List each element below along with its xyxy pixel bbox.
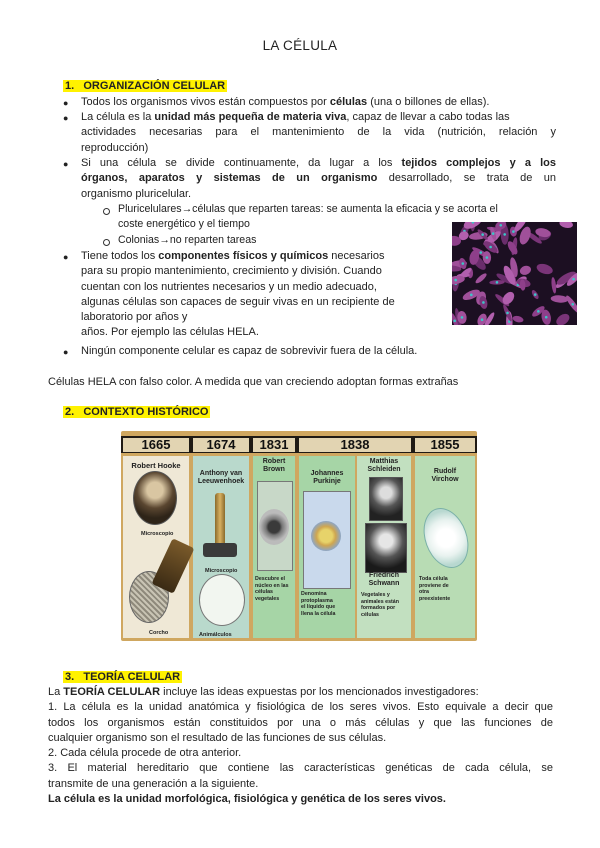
schwann-description: Vegetales y animales están formados por células [361, 592, 399, 618]
section-heading-teoria: 3. TEORÍA CELULAR [65, 671, 181, 683]
hela-nucleus [489, 246, 492, 249]
section-heading-contexto: 2. CONTEXTO HISTÓRICO [65, 406, 209, 418]
year-1855: 1855 [415, 438, 475, 452]
purkinje-description: Denomina protoplasma el líquido que llena la célula [301, 591, 336, 617]
schwann-portrait [365, 523, 407, 573]
bullet-text-5: Ningún componente celular es capaz de sobrevivir fuera de la célula. [81, 345, 418, 357]
schleiden-portrait [369, 477, 403, 521]
hela-nucleus [537, 310, 540, 313]
label-microscopio-2: Microscopio [205, 568, 238, 574]
page-title: LA CÉLULA [262, 38, 338, 53]
label-animalculos: Animálculos [199, 632, 232, 638]
hela-cells-image [452, 222, 577, 325]
hela-cell [551, 277, 557, 294]
person-schwann: Friedrich Schwann [368, 572, 400, 587]
person-leeuwenhoek: Anthony van Leeuwenhoek [197, 470, 245, 485]
year-1838: 1838 [299, 438, 411, 452]
sub-bullet [103, 208, 110, 215]
bullet-text-1: Todos los organismos vivos están compuestos por células (una o billones de ellas). [81, 96, 490, 108]
bullet: ● [63, 159, 69, 169]
hela-nucleus [461, 262, 464, 265]
year-1665: 1665 [123, 438, 189, 452]
person-brown: Robert Brown [262, 458, 286, 473]
microscope-base [203, 543, 237, 557]
year-1831: 1831 [253, 438, 295, 452]
hela-nucleus [470, 294, 473, 297]
bullet: ● [63, 347, 69, 357]
hela-cell [519, 264, 533, 276]
sub-bullet [103, 239, 110, 246]
bullet: ● [63, 113, 69, 123]
hela-nucleus [454, 279, 457, 282]
hela-nucleus [572, 278, 575, 281]
hela-nucleus [486, 256, 489, 259]
section-heading-organizacion: 1. ORGANIZACIÓN CELULAR [65, 80, 226, 92]
hela-cell [559, 222, 574, 229]
hela-cell [564, 294, 577, 314]
sub-bullet-text-2: Colonias→no reparten tareas [118, 234, 257, 246]
hela-nucleus [571, 303, 574, 306]
hela-nucleus [534, 293, 537, 296]
year-1674: 1674 [193, 438, 249, 452]
hela-cell [512, 315, 524, 324]
label-microscopio-1: Microscopio [141, 531, 174, 537]
hooke-portrait [133, 471, 177, 525]
hela-cells-illustration [452, 222, 577, 325]
virchow-description: Toda célula proviene de otra preexistente [419, 576, 451, 602]
cell-drawing [311, 521, 341, 551]
bullet-text-4: Tiene todos los componentes físicos y químicos necesarios para su propio mantenimiento, crecimiento y división. Cuando cuentan con los nutrientes necesarios y un medio adecuado, algunas células son capaces de seguir vivas en un recipiente de laboratorio por años y años. Por ejemplo las células HELA. [81, 250, 395, 339]
person-hooke: Robert Hooke [131, 461, 181, 470]
bullet: ● [63, 252, 69, 262]
hela-nucleus [545, 316, 548, 319]
hela-nucleus [453, 320, 456, 323]
label-corcho: Corcho [149, 630, 169, 636]
hela-cell [474, 272, 488, 285]
hela-cell [550, 295, 568, 304]
history-timeline-figure [121, 431, 477, 641]
hela-nucleus [482, 301, 485, 304]
hela-cell [535, 262, 554, 276]
nucleus-image [259, 509, 289, 545]
hela-nucleus [461, 316, 464, 319]
person-purkinje: Johannes Purkinje [310, 470, 344, 485]
hela-nucleus [512, 230, 515, 233]
bullet: ● [63, 98, 69, 108]
bullet-text-2: La célula es la unidad más pequeña de materia viva, capaz de llevar a cabo todas las actividades necesarias para el mantenimiento de la vida (nutrición, relación y reproducción) [81, 111, 556, 154]
hela-nucleus [481, 318, 484, 321]
hela-nucleus [499, 224, 502, 227]
person-virchow: Rudolf Virchow [431, 468, 459, 483]
sub-bullet-text-1: Pluricelulares→células que reparten tareas: se aumenta la eficacia y se acorta el coste energético y el tiempo [118, 203, 498, 231]
hela-nucleus [506, 312, 509, 315]
hela-nucleus [496, 281, 499, 284]
hela-nucleus [492, 232, 495, 235]
teoria-celular-text: La TEORÍA CELULAR incluye las ideas expuestas por los mencionados investigadores: 1. La célula es la unidad anatómica y fisiológica de los seres vivos. Esto equivale a decir que todos los organismos están constituidos por una o más células y que las funciones de cualquier organismo son el resultado de las funciones de sus células. 2. Cada célula procede de otra anterior. 3. El material hereditario que contiene las características genéticas de cada célula, se transmite de una generación a la siguiente. La célula es la unidad morfológica, fisiológica y genética de los seres vivos. [48, 686, 553, 806]
bullet-text-3: Si una célula se divide continuamente, da lugar a los tejidos complejos y a los órganos, aparatos y sistemas de un organismo desarrollado, se trata de un organismo pluricelular. [81, 157, 556, 200]
person-schleiden: Matthias Schleiden [367, 458, 401, 473]
image-caption: Células HELA con falso color. A medida que van creciendo adoptan formas extrañas [48, 376, 459, 388]
hela-nucleus [503, 233, 506, 236]
hela-cell [554, 311, 571, 325]
hela-nucleus [479, 251, 482, 254]
animalculos-image [199, 574, 245, 626]
hela-nucleus [481, 233, 484, 236]
brown-description: Descubre el núcleo en las células vegetales [255, 576, 289, 602]
